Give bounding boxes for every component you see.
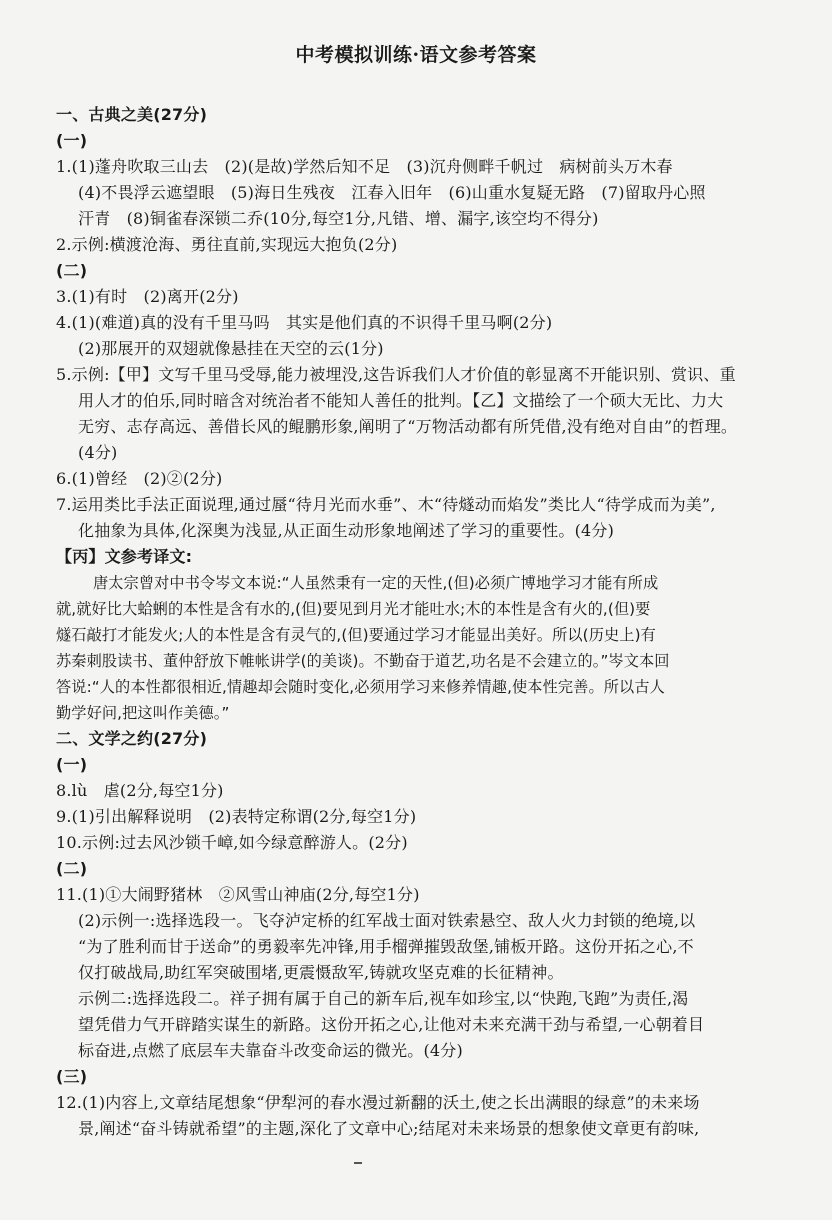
translation-line: 就,就好比大蛤蜊的本性是含有水的,(但)要见到月光才能吐水;木的本性是含有火的,(但)要 (56, 600, 651, 618)
subsection-heading: (二) (56, 859, 88, 878)
page-mark (354, 1162, 362, 1164)
subsection-heading: (二) (56, 261, 88, 280)
subsection-heading: (一) (56, 131, 88, 150)
section-heading: 一、古典之美(27分) (56, 105, 208, 124)
answer-line: (4)不畏浮云遮望眼 (5)海日生残夜 江春入旧年 (6)山重水复疑无路 (7)留取丹心照 (78, 183, 706, 202)
answer-line: 6.(1)曾经 (2)②(2分) (56, 469, 223, 488)
answer-line: 12.(1)内容上,文章结尾想象“伊犁河的春水漫过新翻的沃土,使之长出满眼的绿意”的未来场 (56, 1093, 700, 1112)
answer-line: 化抽象为具体,化深奥为浅显,从正面生动形象地阐述了学习的重要性。(4分) (78, 521, 615, 540)
section-heading: 二、文学之约(27分) (56, 729, 208, 748)
answer-line: 无穷、志存高远、善借长风的鲲鹏形象,阐明了“万物活动都有所凭借,没有绝对自由”的哲理。 (78, 417, 738, 436)
translation-heading: 【丙】文参考译文: (56, 547, 193, 566)
answer-line: 11.(1)①大闹野猪林 ②风雪山神庙(2分,每空1分) (56, 885, 420, 904)
answer-line: 景,阐述“奋斗铸就希望”的主题,深化了文章中心;结尾对未来场景的想象使文章更有韵味, (78, 1119, 700, 1138)
answer-line: 示例二:选择选段二。祥子拥有属于自己的新车后,视车如珍宝,以“快跑,飞跑”为责任,渴 (78, 989, 689, 1008)
answer-line: (2)示例一:选择选段一。飞夺泸定桥的红军战士面对铁索悬空、敌人火力封锁的绝境,以 (78, 911, 696, 930)
answer-line: 1.(1)蓬舟吹取三山去 (2)(是故)学然后知不足 (3)沉舟侧畔千帆过 病树前头万木春 (56, 157, 673, 176)
answer-line: 9.(1)引出解释说明 (2)表特定称谓(2分,每空1分) (56, 807, 417, 826)
answer-line: 仅打破战局,助红军突破围堵,更震慑敌军,铸就攻坚克难的长征精神。 (78, 963, 564, 982)
answer-line: (2)那展开的双翅就像悬挂在天空的云(1分) (78, 339, 384, 358)
page-title: 中考模拟训练·语文参考答案 (295, 44, 537, 66)
answer-line: 标奋进,点燃了底层车夫靠奋斗改变命运的微光。(4分) (78, 1041, 463, 1060)
subsection-heading: (一) (56, 755, 88, 774)
answer-line: 5.示例:【甲】文写千里马受辱,能力被埋没,这告诉我们人才价值的彰显离不开能识别、赏识、重 (56, 365, 736, 384)
translation-line: 勤学好问,把这叫作美德。” (56, 704, 230, 722)
answer-line: 用人才的伯乐,同时暗含对统治者不能知人善任的批判。【乙】文描绘了一个硕大无比、力大 (78, 391, 724, 410)
answer-line: 4.(1)(难道)真的没有千里马吗 其实是他们真的不识得千里马啊(2分) (56, 313, 553, 332)
subsection-heading: (三) (56, 1067, 88, 1086)
answer-line: (4分) (78, 443, 118, 462)
translation-line: 答说:“人的本性都很相近,情趣却会随时变化,必须用学习来修养情趣,使本性完善。所以古人 (56, 678, 665, 696)
translation-line: 燧石敲打才能发火;人的本性是含有灵气的,(但)要通过学习才能显出美好。所以(历史上)有 (56, 626, 656, 644)
answer-line: 汗青 (8)铜雀春深锁二乔(10分,每空1分,凡错、增、漏字,该空均不得分) (78, 209, 599, 228)
translation-line: 苏秦刺股读书、董仲舒放下帷帐讲学(的美谈)。不勤奋于道艺,功名是不会建立的。”岑文本回 (56, 652, 670, 670)
answer-line: 10.示例:过去风沙锁千嶂,如今绿意醉游人。(2分) (56, 833, 408, 852)
translation-line: 唐太宗曾对中书令岑文本说:“人虽然秉有一定的天性,(但)必须广博地学习才能有所成 (93, 574, 659, 592)
answer-line: 2.示例:横渡沧海、勇往直前,实现远大抱负(2分) (56, 235, 398, 254)
answer-line: 8.lù 虐(2分,每空1分) (56, 781, 224, 800)
answer-line: “为了胜利而甘于送命”的勇毅率先冲锋,用手榴弹摧毁敌堡,铺板开路。这份开拓之心,不 (78, 937, 694, 956)
answer-line: 望凭借力气开辟踏实谋生的新路。这份开拓之心,让他对未来充满干劲与希望,一心朝着目 (78, 1015, 705, 1034)
answer-line: 7.运用类比手法正面说理,通过蜃“待月光而水垂”、木“待燧动而焰发”类比人“待学成而为美”, (56, 495, 716, 514)
answer-line: 3.(1)有时 (2)离开(2分) (56, 287, 239, 306)
